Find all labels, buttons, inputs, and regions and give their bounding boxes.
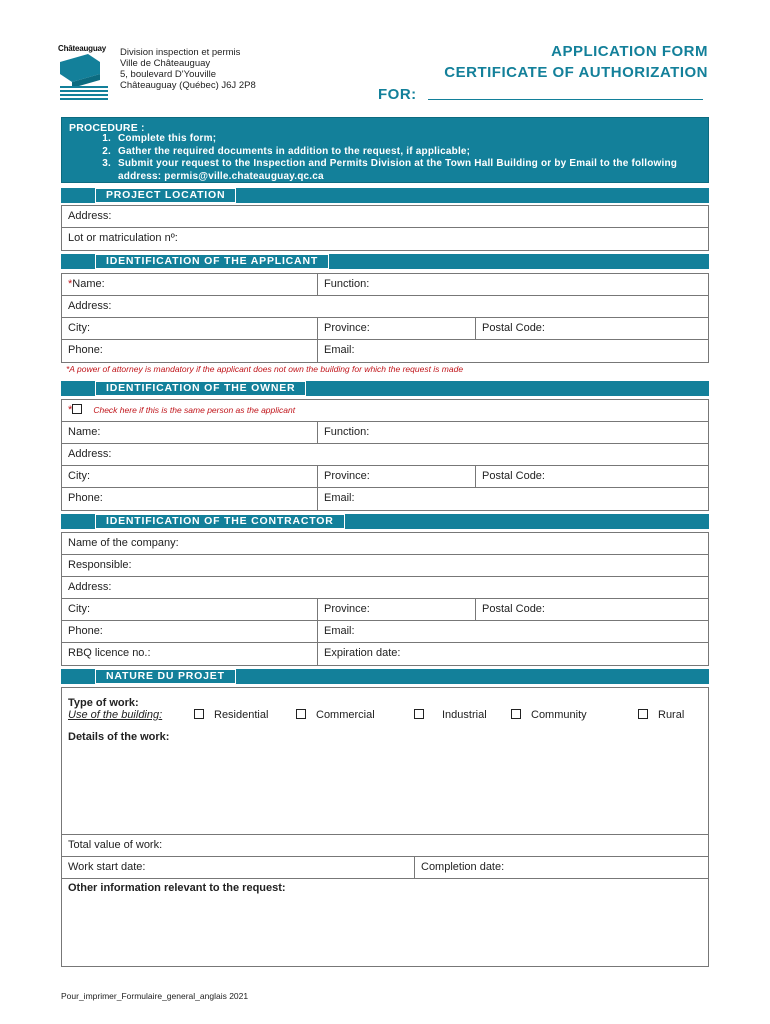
form-subtitle: CERTIFICATE OF AUTHORIZATION bbox=[444, 64, 708, 81]
option-residential[interactable] bbox=[194, 709, 268, 721]
contractor-postal-field[interactable]: Postal Code: bbox=[475, 599, 708, 620]
procedure-box bbox=[61, 117, 709, 183]
total-value-field[interactable]: Total value of work: bbox=[62, 834, 708, 856]
address-line: Division inspection et permis bbox=[120, 47, 241, 58]
section-heading: IDENTIFICATION OF THE APPLICANT bbox=[95, 254, 329, 269]
applicant-postal-field[interactable]: Postal Code: bbox=[475, 318, 708, 339]
applicant-phone-field[interactable]: Phone: bbox=[68, 344, 103, 356]
responsible-field[interactable]: Responsible: bbox=[68, 559, 132, 571]
applicant-function-field[interactable]: Function: bbox=[317, 274, 708, 295]
residential-checkbox[interactable] bbox=[194, 709, 204, 719]
power-of-attorney-note: *A power of attorney is mandatory if the applicant does not own the building for which the request is made bbox=[66, 364, 464, 374]
owner-email-field[interactable]: Email: bbox=[317, 488, 708, 510]
applicant-table bbox=[61, 273, 709, 363]
option-industrial[interactable] bbox=[414, 709, 487, 721]
section-bar-owner bbox=[61, 381, 709, 396]
applicant-city-field[interactable]: City: bbox=[68, 322, 90, 334]
commercial-label: Commercial bbox=[316, 709, 375, 721]
owner-table bbox=[61, 399, 709, 511]
section-bar-applicant bbox=[61, 254, 709, 269]
footer-filename: Pour_imprimer_Formulaire_general_anglais 2021 bbox=[61, 991, 249, 1001]
expiration-date-field[interactable]: Expiration date: bbox=[317, 643, 708, 665]
commercial-checkbox[interactable] bbox=[296, 709, 306, 719]
address-line: Ville de Châteauguay bbox=[120, 58, 211, 69]
same-as-applicant-checkbox[interactable] bbox=[72, 404, 82, 414]
contractor-phone-field[interactable]: Phone: bbox=[68, 625, 103, 637]
division-address bbox=[120, 47, 256, 91]
owner-function-field[interactable]: Function: bbox=[317, 422, 708, 443]
use-of-building-row bbox=[68, 709, 708, 721]
contractor-table bbox=[61, 532, 709, 666]
contractor-province-field[interactable]: Province: bbox=[317, 599, 475, 620]
section-heading: NATURE DU PROJET bbox=[95, 669, 236, 684]
option-community[interactable] bbox=[511, 709, 587, 721]
community-label: Community bbox=[531, 709, 587, 721]
owner-province-field[interactable]: Province: bbox=[317, 466, 475, 487]
same-as-applicant-label: Check here if this is the same person as the applicant bbox=[93, 405, 296, 415]
rural-checkbox[interactable] bbox=[638, 709, 648, 719]
work-start-date-field[interactable]: Work start date: bbox=[68, 861, 146, 873]
option-rural[interactable] bbox=[638, 709, 684, 721]
use-of-building-label: Use of the building: bbox=[68, 709, 163, 721]
section-bar-nature bbox=[61, 669, 709, 684]
other-info-area[interactable] bbox=[62, 897, 708, 965]
company-name-field[interactable]: Name of the company: bbox=[68, 537, 179, 549]
applicant-province-field[interactable]: Province: bbox=[317, 318, 475, 339]
required-star: * bbox=[68, 404, 73, 416]
procedure-steps bbox=[74, 133, 714, 183]
rbq-licence-field[interactable]: RBQ licence no.: bbox=[68, 647, 151, 659]
owner-phone-field[interactable]: Phone: bbox=[68, 492, 103, 504]
contractor-city-field[interactable]: City: bbox=[68, 603, 90, 615]
project-location-table bbox=[61, 205, 709, 251]
procedure-step: 1. Complete this form; bbox=[114, 133, 714, 146]
section-heading: IDENTIFICATION OF THE CONTRACTOR bbox=[95, 514, 345, 529]
section-heading: PROJECT LOCATION bbox=[95, 188, 236, 203]
details-of-work-area[interactable] bbox=[62, 746, 708, 834]
for-input-line[interactable] bbox=[428, 99, 703, 100]
industrial-label: Industrial bbox=[442, 709, 487, 721]
industrial-checkbox[interactable] bbox=[414, 709, 424, 719]
logo-wordmark: Châteauguay bbox=[58, 44, 107, 53]
address-line: Châteauguay (Québec) J6J 2P8 bbox=[120, 80, 256, 91]
section-bar-contractor bbox=[61, 514, 709, 529]
other-info-label: Other information relevant to the request: bbox=[68, 882, 286, 894]
owner-name-field[interactable]: Name: bbox=[68, 426, 101, 438]
details-of-work-label: Details of the work: bbox=[68, 731, 170, 743]
owner-postal-field[interactable]: Postal Code: bbox=[475, 466, 708, 487]
nature-table bbox=[61, 687, 709, 967]
applicant-email-field[interactable]: Email: bbox=[317, 340, 708, 362]
applicant-address-field[interactable]: Address: bbox=[68, 300, 112, 312]
procedure-step: 2. Gather the required documents in addition to the request, if applicable; bbox=[114, 146, 714, 159]
completion-date-field[interactable]: Completion date: bbox=[414, 857, 708, 878]
dates-row bbox=[62, 856, 708, 879]
chateauguay-logo-icon bbox=[58, 54, 110, 102]
rural-label: Rural bbox=[658, 709, 685, 721]
owner-city-field[interactable]: City: bbox=[68, 470, 90, 482]
section-heading: IDENTIFICATION OF THE OWNER bbox=[95, 381, 306, 396]
address-field[interactable]: Address: bbox=[68, 210, 112, 222]
type-of-work-label: Type of work: bbox=[68, 697, 139, 709]
applicant-name-label: Name: bbox=[72, 278, 105, 290]
contractor-address-field[interactable]: Address: bbox=[68, 581, 112, 593]
procedure-step: 3. Submit your request to the Inspection and Permits Division at the Town Hall Building or by Email to the following address: permis@ville.chateauguay.qc.ca bbox=[114, 158, 714, 183]
applicant-name-field[interactable]: *Name: bbox=[68, 278, 105, 290]
address-line: 5, boulevard D'Youville bbox=[120, 69, 216, 80]
option-commercial[interactable] bbox=[296, 709, 375, 721]
form-title: APPLICATION FORM bbox=[551, 43, 708, 60]
lot-field[interactable]: Lot or matriculation nº: bbox=[68, 232, 178, 244]
for-label: FOR: bbox=[378, 86, 417, 103]
contractor-email-field[interactable]: Email: bbox=[317, 621, 708, 642]
same-as-applicant-row bbox=[62, 400, 708, 421]
residential-label: Residential bbox=[214, 709, 269, 721]
procedure-title: PROCEDURE : bbox=[69, 122, 145, 134]
community-checkbox[interactable] bbox=[511, 709, 521, 719]
owner-address-field[interactable]: Address: bbox=[68, 448, 112, 460]
section-bar-project-location bbox=[61, 188, 709, 203]
